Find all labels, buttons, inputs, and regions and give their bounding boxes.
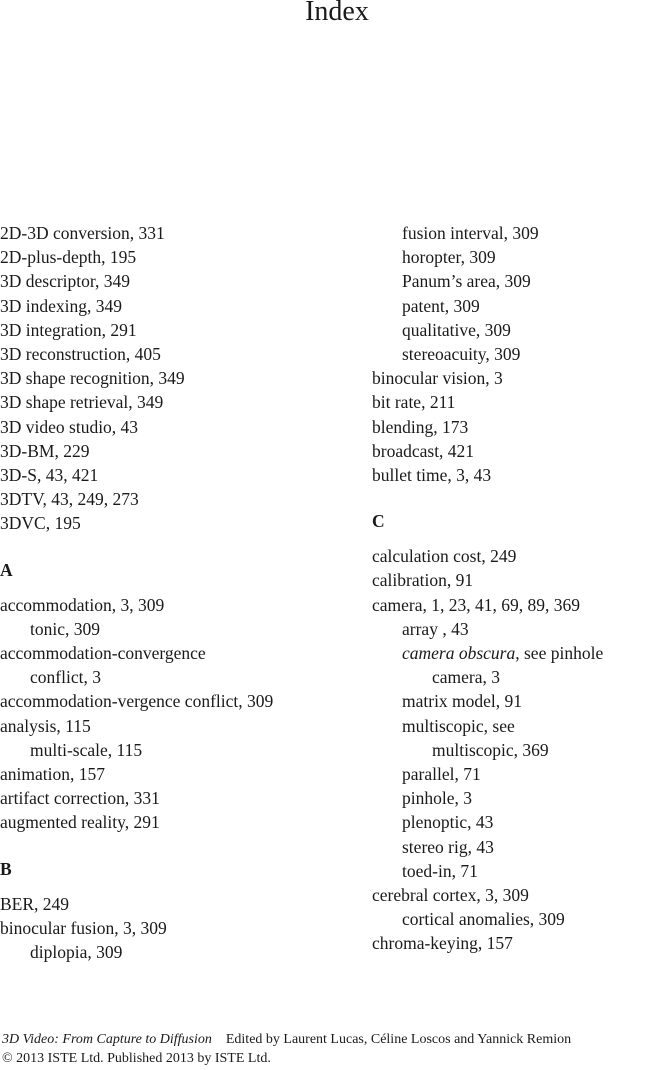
editors: Edited by Laurent Lucas, Céline Loscos and Yannick Remion [225,1032,572,1047]
index-column-right [372,221,650,956]
index-entry: 3D-BM, 229 [0,440,90,461]
index-entry: 3D integration, 291 [0,319,137,340]
section-letter-a: A [0,559,13,580]
index-entry: 2D-plus-depth, 195 [0,247,137,268]
book-title: 3D Video: From Capture to Diffusion [2,1032,212,1047]
index-entry: 3D indexing, 349 [0,295,123,316]
index-subentry [372,641,650,665]
index-subentry: patent, 309 [402,295,480,316]
index-entry: calibration, 91 [372,570,474,591]
index-subentry: diplopia, 309 [30,942,123,963]
page-footer [2,1030,650,1068]
copyright: © 2013 ISTE Ltd. Published 2013 by ISTE Ltd. [2,1051,271,1066]
index-subentry: stereoacuity, 309 [402,344,521,365]
index-entry: accommodation-convergence [0,643,206,664]
section-letter-c: C [372,511,385,532]
index-entry: 3D descriptor, 349 [0,271,131,292]
index-entry: blending, 173 [372,416,469,437]
index-entry-continuation: multiscopic, 369 [432,739,549,760]
index-subentry: stereo rig, 43 [402,836,494,857]
index-entry-continuation: conflict, 3 [30,667,101,688]
italic-term: camera obscura [402,643,516,664]
index-entry: 3D video studio, 43 [0,416,139,437]
index-entry: bullet time, 3, 43 [372,465,492,486]
index-subentry: plenoptic, 43 [402,812,494,833]
index-entry: 2D-3D conversion, 331 [0,223,165,243]
index-entry: calculation cost, 249 [372,546,517,567]
index-column-left [0,221,360,964]
index-entry: binocular fusion, 3, 309 [0,917,167,938]
index-entry: 3D shape retrieval, 349 [0,392,164,413]
index-subentry: multiscopic, see [402,715,515,736]
index-entry: 3D shape recognition, 349 [0,368,185,389]
index-entry: bit rate, 211 [372,392,456,413]
index-entry: chroma-keying, 157 [372,933,513,954]
index-entry: cerebral cortex, 3, 309 [372,885,529,906]
index-entry: accommodation-vergence conflict, 309 [0,691,274,712]
index-subentry: cortical anomalies, 309 [402,909,565,930]
index-entry: 3DVC, 195 [0,513,81,534]
index-subentry: horopter, 309 [402,247,496,268]
index-entry: 3DTV, 43, 249, 273 [0,489,139,510]
index-entry: BER, 249 [0,893,70,914]
index-subentry: pinhole, 3 [402,788,472,809]
index-entry: animation, 157 [0,764,105,785]
index-subentry: qualitative, 309 [402,319,511,340]
index-entry: binocular vision, 3 [372,368,503,389]
index-entry: artifact correction, 331 [0,788,160,809]
index-subentry: Panum’s area, 309 [402,271,531,292]
index-subentry: parallel, 71 [402,764,481,785]
index-entry: accommodation, 3, 309 [0,594,165,615]
index-subentry: array , 43 [402,618,469,639]
index-subentry: matrix model, 91 [402,691,523,712]
page-title: Index [305,0,369,27]
index-entry-continuation: camera, 3 [432,667,501,688]
index-subentry: toed-in, 71 [402,860,478,881]
index-entry: 3D reconstruction, 405 [0,344,161,365]
footer-line-1 [2,1030,650,1049]
index-subentry: tonic, 309 [30,618,100,639]
see-reference: , see pinhole [515,643,604,664]
index-entry: broadcast, 421 [372,440,475,461]
index-entry: augmented reality, 291 [0,812,160,833]
index-entry: 3D-S, 43, 421 [0,465,99,486]
index-entry: analysis, 115 [0,715,91,736]
section-letter-b: B [0,858,12,879]
index-subentry: multi-scale, 115 [30,739,143,760]
index-entry: camera, 1, 23, 41, 69, 89, 369 [372,594,581,615]
index-subentry: fusion interval, 309 [402,223,539,243]
